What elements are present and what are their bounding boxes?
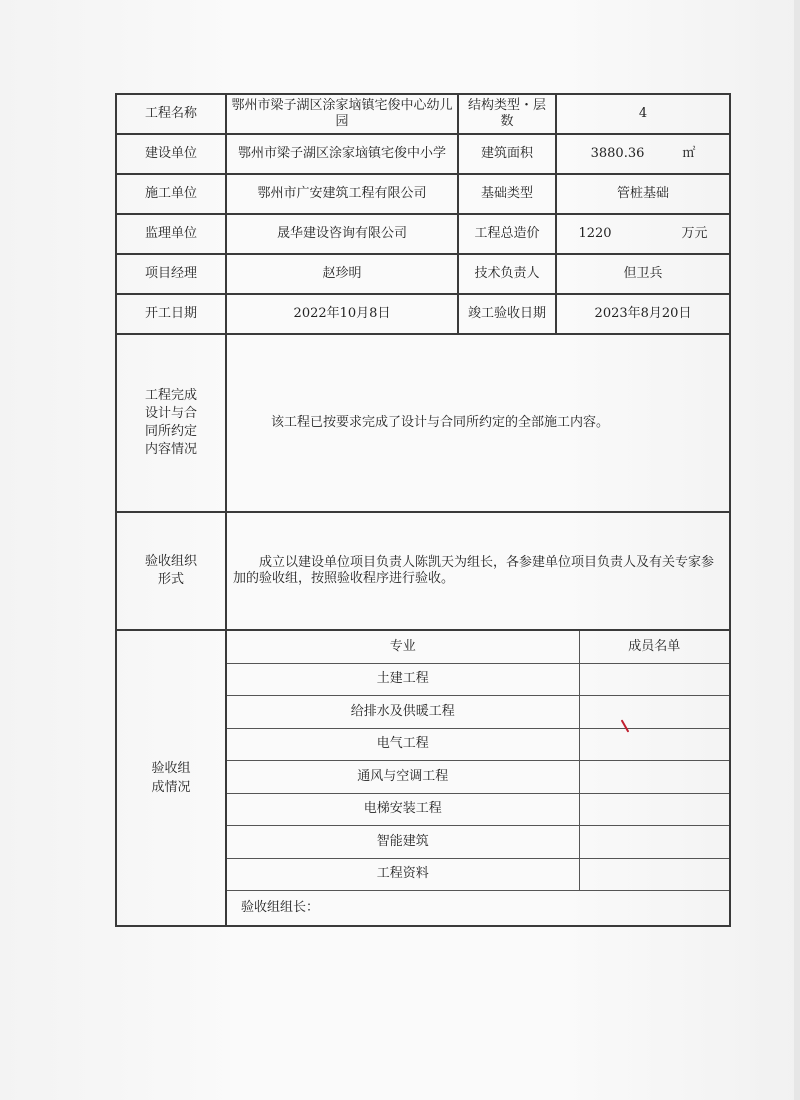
team-leader-label: 验收组组长： — [227, 891, 729, 926]
value-organization — [226, 512, 730, 630]
value-supervisor: 晟华建设咨询有限公司 — [226, 214, 458, 254]
team-header-members: 成员名单 — [579, 631, 729, 663]
organization-text: 成立以建设单位项目负责人陈凯天为组长，各参建单位项目负责人及有关专家参加的验收组，按照验收程序进行验收。 — [233, 555, 715, 586]
label-tech-lead: 技术负责人 — [458, 254, 556, 294]
value-construction-unit: 鄂州市梁子湖区涂家垴镇宅俊中小学 — [226, 134, 458, 174]
team-specialty-cell: 土建工程 — [227, 663, 579, 696]
team-panel — [226, 630, 730, 926]
completion-text: 该工程已按要求完成了设计与合同所约定的全部施工内容。 — [271, 415, 610, 430]
team-row — [227, 793, 729, 826]
unit-total-cost: 万元 — [681, 226, 708, 241]
team-row — [227, 858, 729, 891]
value-start-date: 2022年10月8日 — [226, 294, 458, 334]
acceptance-form-table — [115, 93, 731, 927]
team-members-cell[interactable] — [579, 793, 729, 826]
label-organization — [116, 512, 226, 630]
team-row — [227, 696, 729, 729]
row-completion — [116, 334, 730, 512]
team-members-cell[interactable] — [579, 728, 729, 761]
label-team-text: 验收组成情况 — [151, 761, 191, 795]
label-foundation-type: 基础类型 — [458, 174, 556, 214]
label-start-date: 开工日期 — [116, 294, 226, 334]
row-project-name — [116, 94, 730, 134]
team-members-cell[interactable] — [579, 761, 729, 794]
team-header-specialty: 专业 — [227, 631, 579, 663]
label-organization-text: 验收组织形式 — [144, 554, 197, 587]
row-team — [116, 630, 730, 926]
team-header-row — [227, 631, 729, 663]
label-project-manager: 项目经理 — [116, 254, 226, 294]
team-members-cell[interactable] — [579, 826, 729, 859]
team-members-cell[interactable] — [579, 696, 729, 729]
team-specialty-cell: 给排水及供暖工程 — [227, 696, 579, 729]
building-area-cell — [556, 134, 730, 174]
value-contractor: 鄂州市广安建筑工程有限公司 — [226, 174, 458, 214]
label-project-name: 工程名称 — [116, 94, 226, 134]
value-completion — [226, 334, 730, 512]
team-specialty-cell: 智能建筑 — [227, 826, 579, 859]
label-completion — [116, 334, 226, 512]
team-row — [227, 728, 729, 761]
team-specialty-cell: 电气工程 — [227, 728, 579, 761]
team-specialty-cell: 电梯安装工程 — [227, 793, 579, 826]
value-tech-lead: 但卫兵 — [556, 254, 730, 294]
row-dates — [116, 294, 730, 334]
page-edge-shadow — [794, 0, 800, 1100]
label-building-area: 建筑面积 — [458, 134, 556, 174]
label-team — [116, 630, 226, 926]
team-specialty-cell: 通风与空调工程 — [227, 761, 579, 794]
label-construction-unit: 建设单位 — [116, 134, 226, 174]
row-manager — [116, 254, 730, 294]
team-members-cell[interactable] — [579, 858, 729, 891]
team-table — [227, 631, 729, 925]
value-foundation-type: 管桩基础 — [556, 174, 730, 214]
team-row — [227, 826, 729, 859]
label-contractor: 施工单位 — [116, 174, 226, 214]
row-construction-unit — [116, 134, 730, 174]
value-acceptance-date: 2023年8月20日 — [556, 294, 730, 334]
label-structure-floors: 结构类型・层数 — [458, 94, 556, 134]
label-acceptance-date: 竣工验收日期 — [458, 294, 556, 334]
team-leader-row — [227, 891, 729, 926]
label-completion-text: 工程完成设计与合同所约定内容情况 — [144, 388, 197, 457]
value-project-name: 鄂州市梁子湖区涂家垴镇宅俊中心幼儿园 — [226, 94, 458, 134]
row-supervisor — [116, 214, 730, 254]
value-structure-floors: 4 — [556, 94, 730, 134]
team-row — [227, 663, 729, 696]
value-project-manager: 赵珍明 — [226, 254, 458, 294]
row-contractor — [116, 174, 730, 214]
label-total-cost: 工程总造价 — [458, 214, 556, 254]
label-supervisor: 监理单位 — [116, 214, 226, 254]
unit-building-area: ㎡ — [682, 146, 696, 161]
team-specialty-cell: 工程资料 — [227, 858, 579, 891]
value-total-cost: 1220 — [578, 226, 612, 241]
team-members-cell[interactable] — [579, 663, 729, 696]
total-cost-cell — [556, 214, 730, 254]
team-row — [227, 761, 729, 794]
row-organization — [116, 512, 730, 630]
value-building-area: 3880.36 — [590, 146, 645, 161]
